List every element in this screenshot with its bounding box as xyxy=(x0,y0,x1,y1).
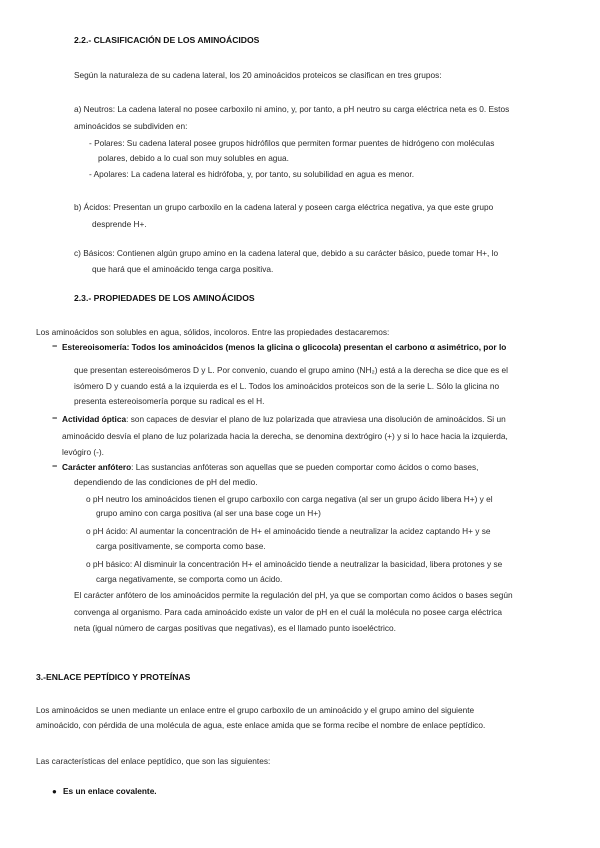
dash-bullet: − xyxy=(52,461,58,471)
section-heading-enlace: 3.-ENLACE PEPTÍDICO Y PROTEÍNAS xyxy=(36,672,191,682)
anfotero-line1-text: : Las sustancias anfóteras son aquellas que se pueden comportar como ácidos o como bases, xyxy=(131,462,479,472)
estereo-line2: que presentan estereoisómeros D y L. Por convenio, cuando el grupo amino (NH₂) está a la derecha se dice que es el xyxy=(74,365,508,375)
polares-line1: - Polares: Su cadena lateral posee grupos hidrófilos que permiten formar puentes de hidrógeno con moléculas xyxy=(89,138,495,148)
paragraph-propiedades-intro: Los aminoácidos son solubles en agua, sólidos, incoloros. Entre las propiedades destacaremos: xyxy=(36,327,390,337)
anfotero-closing-line2: convenga al organismo. Para cada aminoácido existe un valor de pH en el cuál la molécula no posee carga eléctrica xyxy=(74,607,503,617)
dash-bullet: − xyxy=(52,341,58,351)
paragraph-intro: Según la naturaleza de su cadena lateral, los 20 aminoácidos proteicos se clasifican en tres grupos: xyxy=(74,70,442,80)
polares-line2: polares, debido a lo cual son muy solubles en agua. xyxy=(98,153,289,163)
estereo-line1 xyxy=(62,342,506,353)
ph-neutro-line1: o pH neutro los aminoácidos tienen el grupo carboxilo con carga negativa (al ser un grupo ácido libera H+) y el xyxy=(86,494,493,504)
estereo-line3: isómero D y cuando está a la izquierda es el L. Todos los aminoácidos proteicos son de la serie L. Sólo la glicina no xyxy=(74,381,500,391)
apolares-line: - Apolares: La cadena lateral es hidrófoba, y, por tanto, su solubilidad en agua es menor. xyxy=(89,169,415,179)
enlace-para1-line1: Los aminoácidos se unen mediante un enlace entre el grupo carboxilo de un aminoácido y el grupo amino del siguiente xyxy=(36,705,475,715)
acidos-line1: b) Ácidos: Presentan un grupo carboxilo en la cadena lateral y poseen carga eléctrica negativa, ya que este grupo xyxy=(74,202,494,212)
basicos-line2: que hará que el aminoácido tenga carga positiva. xyxy=(92,264,274,274)
ph-basico-line1: o pH básico: Al disminuir la concentración H+ el aminoácido tiende a neutralizar la basicidad, libera protones y se xyxy=(86,559,503,569)
ph-acido-line1: o pH ácido: Al aumentar la concentración de H+ el aminoácido tiende a neutralizar la acidez captando H+ y se xyxy=(86,526,491,536)
section-heading-propiedades: 2.3.- PROPIEDADES DE LOS AMINOÁCIDOS xyxy=(74,293,255,303)
anfotero-line1 xyxy=(62,462,478,473)
anfotero-closing-line3: neta (igual número de cargas positivas que negativas), es el llamado punto isoeléctrico. xyxy=(74,623,396,633)
bullet-covalente: Es un enlace covalente. xyxy=(63,786,157,796)
optica-line3: levógiro (-). xyxy=(62,447,104,457)
section-heading-clasificacion: 2.2.- CLASIFICACIÓN DE LOS AMINOÁCIDOS xyxy=(74,35,260,45)
optica-label: Actividad óptica xyxy=(62,414,127,424)
anfotero-line2: dependiendo de las condiciones de pH del medio. xyxy=(74,477,258,487)
neutros-line1: a) Neutros: La cadena lateral no posee carboxilo ni amino, y, por tanto, a pH neutro su carga eléctrica neta es 0. Estos xyxy=(74,104,510,114)
anfotero-label: Carácter anfótero xyxy=(62,462,132,472)
enlace-para2: Las características del enlace peptídico, que son las siguientes: xyxy=(36,756,271,766)
ph-acido-line2: carga positivamente, se comporta como base. xyxy=(96,541,266,551)
enlace-para1-line2: aminoácido, con pérdida de una molécula de agua, este enlace amida que se forma recibe el nombre de enlace peptídico. xyxy=(36,720,486,730)
dash-bullet: − xyxy=(52,413,58,423)
round-bullet: ● xyxy=(52,787,57,796)
estereo-label: Estereoisomería xyxy=(62,342,127,352)
neutros-line2: aminoácidos se subdividen en: xyxy=(74,121,188,131)
estereo-line1-text: : Todos los aminoácidos (menos la glicina o glicocola) presentan el carbono α asimétrico, por lo xyxy=(126,342,507,352)
estereo-line4: presenta estereoisomería porque su radical es el H. xyxy=(74,396,265,406)
optica-line2: aminoácido desvía el plano de luz polarizada hacia la derecha, se denomina dextrógiro (+) y si lo hace hacia la izquierda, xyxy=(62,431,508,441)
optica-line1-text: : son capaces de desviar el plano de luz polarizada que atraviesa una disolución de aminoácidos. Si un xyxy=(126,414,506,424)
acidos-line2: desprende H+. xyxy=(92,219,147,229)
anfotero-closing-line1: El carácter anfótero de los aminoácidos permite la regulación del pH, ya que se comportan como ácidos o bases según xyxy=(74,590,513,600)
ph-neutro-line2: grupo amino con carga positiva (al ser una base coge un H+) xyxy=(96,508,321,518)
ph-basico-line2: carga negativamente, se comporta como un ácido. xyxy=(96,574,283,584)
basicos-line1: c) Básicos: Contienen algún grupo amino en la cadena lateral que, debido a su carácter básico, puede tomar H+, lo xyxy=(74,248,499,258)
optica-line1 xyxy=(62,414,506,425)
